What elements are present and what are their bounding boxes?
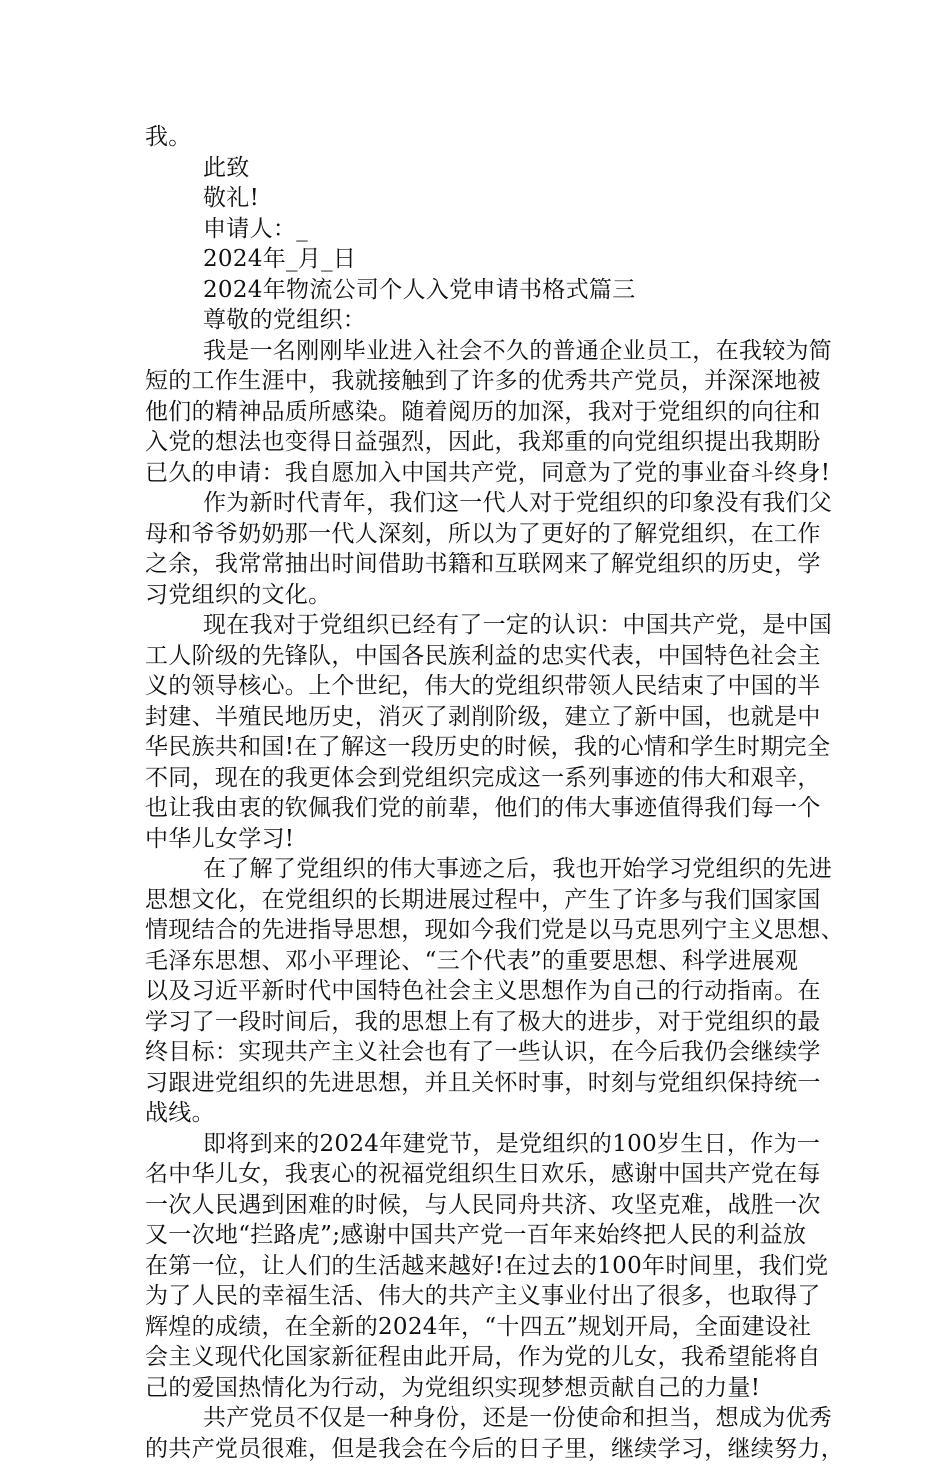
paragraph-line: 也让我由衷的钦佩我们党的前辈，他们的伟大事迹值得我们每一个 <box>145 793 825 824</box>
applicant-line: 申请人：_ <box>145 214 825 245</box>
paragraph-line: 短的工作生涯中，我就接触到了许多的优秀共产党员，并深深地被 <box>145 366 825 397</box>
paragraph-line: 共产党员不仅是一种身份，还是一份使命和担当，想成为优秀 <box>145 1403 825 1434</box>
paragraph-line: 华民族共和国!在了解这一段历史的时候，我的心情和学生时期完全 <box>145 732 825 763</box>
date-line: 2024年_月_日 <box>145 244 825 275</box>
paragraph-line: 辉煌的成绩，在全新的2024年，“十四五”规划开局，全面建设社 <box>145 1312 825 1343</box>
paragraph-line: 已久的申请：我自愿加入中国共产党，同意为了党的事业奋斗终身! <box>145 458 825 489</box>
paragraph-line: 思想文化，在党组织的长期进展过程中，产生了许多与我们国家国 <box>145 885 825 916</box>
paragraph-line: 中华儿女学习! <box>145 824 825 855</box>
paragraph-line: 我是一名刚刚毕业进入社会不久的普通企业员工，在我较为简 <box>145 336 825 367</box>
paragraph-line: 学习了一段时间后，我的思想上有了极大的进步，对于党组织的最 <box>145 1007 825 1038</box>
text-line: 我。 <box>145 122 825 153</box>
paragraph-line: 情现结合的先进指导思想，现如今我们党是以马克思列宁主义思想、 <box>145 915 825 946</box>
paragraph-line: 即将到来的2024年建党节，是党组织的100岁生日，作为一 <box>145 1129 825 1160</box>
paragraph-line: 入党的想法也变得日益强烈，因此，我郑重的向党组织提出我期盼 <box>145 427 825 458</box>
paragraph-line: 终目标：实现共产主义社会也有了一些认识，在今后我仍会继续学 <box>145 1037 825 1068</box>
paragraph-line: 母和爷爷奶奶那一代人深刻，所以为了更好的了解党组织，在工作 <box>145 519 825 550</box>
closing-regards: 敬礼! <box>145 183 825 214</box>
paragraph-line: 作为新时代青年，我们这一代人对于党组织的印象没有我们父 <box>145 488 825 519</box>
paragraph-line: 在第一位，让人们的生活越来越好!在过去的100年时间里，我们党 <box>145 1251 825 1282</box>
paragraph-line: 之余，我常常抽出时间借助书籍和互联网来了解党组织的历史，学 <box>145 549 825 580</box>
paragraph-line: 战线。 <box>145 1098 825 1129</box>
document-body <box>145 122 825 1464</box>
paragraph-line: 又一次地“拦路虎”;感谢中国共产党一百年来始终把人民的利益放 <box>145 1220 825 1251</box>
paragraph-line: 在了解了党组织的伟大事迹之后，我也开始学习党组织的先进 <box>145 854 825 885</box>
paragraph-line: 不同，现在的我更体会到党组织完成这一系列事迹的伟大和艰辛， <box>145 763 825 794</box>
closing-salutation: 此致 <box>145 153 825 184</box>
paragraph-line: 义的领导核心。上个世纪，伟大的党组织带领人民结束了中国的半 <box>145 671 825 702</box>
paragraph-line: 工人阶级的先锋队，中国各民族利益的忠实代表，中国特色社会主 <box>145 641 825 672</box>
paragraph-line: 习跟进党组织的先进思想，并且关怀时事，时刻与党组织保持统一 <box>145 1068 825 1099</box>
paragraph-line: 现在我对于党组织已经有了一定的认识：中国共产党，是中国 <box>145 610 825 641</box>
paragraph-line: 名中华儿女，我衷心的祝福党组织生日欢乐，感谢中国共产党在每 <box>145 1159 825 1190</box>
section-title: 2024年物流公司个人入党申请书格式篇三 <box>145 275 825 306</box>
paragraph-line: 封建、半殖民地历史，消灭了剥削阶级，建立了新中国，也就是中 <box>145 702 825 733</box>
paragraph-line: 一次人民遇到困难的时候，与人民同舟共济、攻坚克难，战胜一次 <box>145 1190 825 1221</box>
greeting: 尊敬的党组织： <box>145 305 825 336</box>
paragraph-line: 为了人民的幸福生活、伟大的共产主义事业付出了很多，也取得了 <box>145 1281 825 1312</box>
paragraph-line: 己的爱国热情化为行动，为党组织实现梦想贡献自己的力量! <box>145 1373 825 1404</box>
paragraph-line: 以及习近平新时代中国特色社会主义思想作为自己的行动指南。在 <box>145 976 825 1007</box>
paragraph-line: 的共产党员很难，但是我会在今后的日子里，继续学习，继续努力， <box>145 1434 825 1464</box>
paragraph-line: 会主义现代化国家新征程由此开局，作为党的儿女，我希望能将自 <box>145 1342 825 1373</box>
paragraph-line: 毛泽东思想、邓小平理论、“三个代表”的重要思想、科学进展观 <box>145 946 825 977</box>
paragraph-line: 他们的精神品质所感染。随着阅历的加深，我对于党组织的向往和 <box>145 397 825 428</box>
paragraph-line: 习党组织的文化。 <box>145 580 825 611</box>
